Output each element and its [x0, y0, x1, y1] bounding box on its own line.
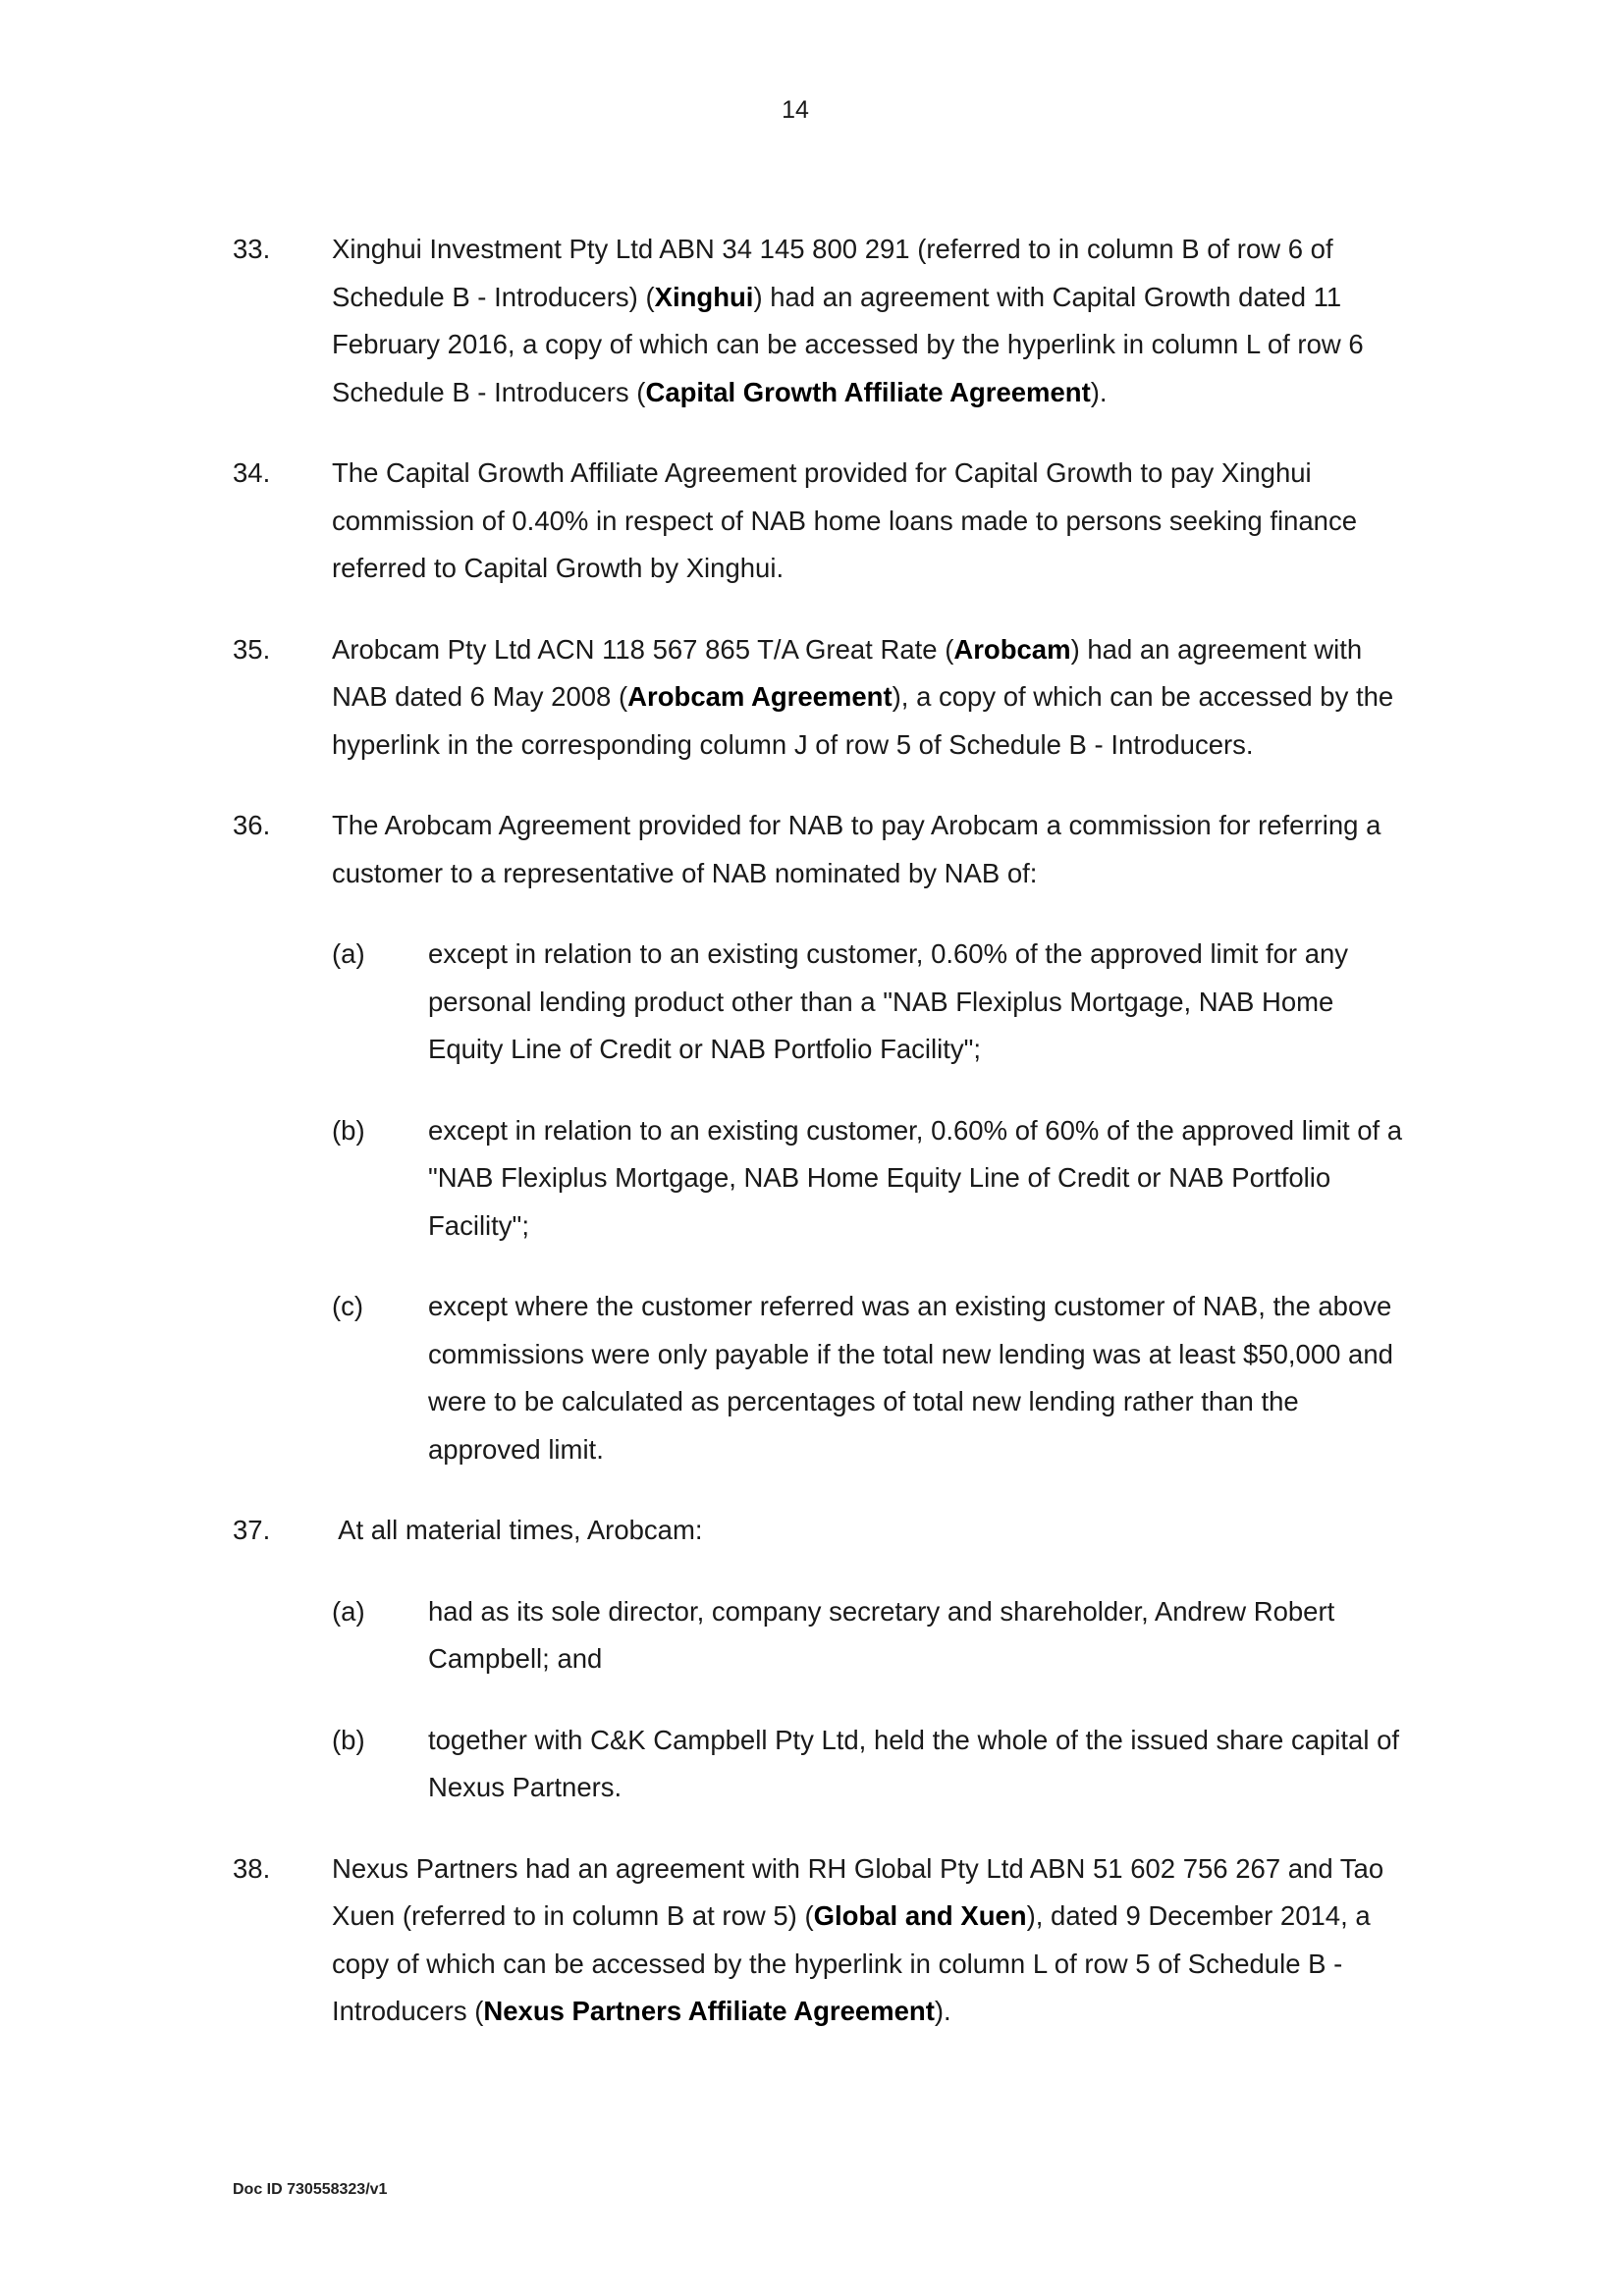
subparagraph-text: except in relation to an existing customer, 0.60% of the approved limit for any personal lending product other than a "NAB Flexiplus Mortgage, NAB Home Equity Line of Credit or NAB Portfolio Facility"; [428, 938, 1349, 1064]
paragraph-text: Xinghui Investment Pty Ltd ABN 34 145 800 291 (referred to in column B of row 6 of Schedule B - Introducers) ( [332, 234, 1333, 312]
subparagraph-36a [0, 931, 1410, 1074]
paragraph-text: The Arobcam Agreement provided for NAB to pay Arobcam a commission for referring a customer to a representative of NAB nominated by NAB of: [332, 810, 1381, 888]
defined-term: Nexus Partners Affiliate Agreement [483, 1996, 935, 2026]
defined-term: Global and Xuen [813, 1900, 1027, 1931]
paragraph-text: ). [934, 1996, 951, 2026]
paragraph-36 [0, 802, 1412, 897]
subparagraph-letter: (a) [332, 1595, 365, 1627]
subparagraph-letter: (a) [332, 938, 365, 969]
document-id-footer: Doc ID 730558323/v1 [233, 2181, 388, 2198]
subparagraph-text: except in relation to an existing customer, 0.60% of 60% of the approved limit of a "NAB Flexiplus Mortgage, NAB Home Equity Line of Credit or NAB Portfolio Facility"; [428, 1114, 1403, 1241]
paragraph-text: At all material times, Arobcam: [332, 1515, 703, 1545]
subparagraph-text: together with C&K Campbell Pty Ltd, held the whole of the issued share capital of Nexus Partners. [428, 1724, 1400, 1802]
paragraph-number: 38. [233, 1852, 271, 1884]
paragraph-text: ). [1090, 376, 1108, 407]
defined-term: Arobcam [953, 633, 1071, 665]
subparagraph-letter: (c) [332, 1291, 364, 1321]
paragraph-number: 33. [233, 234, 271, 264]
subparagraph-text: had as its sole director, company secretary and shareholder, Andrew Robert Campbell; and [428, 1595, 1335, 1674]
defined-term: Capital Growth Affiliate Agreement [645, 376, 1091, 407]
paragraph-38 [0, 1845, 1412, 2036]
subparagraph-text: except where the customer referred was an existing customer of NAB, the above commissions were only payable if the total new lending was at least $50,000 and were to be calculated as percentages of total new lending rather than the approved limit. [428, 1291, 1393, 1465]
subparagraph-37b [0, 1717, 1410, 1812]
paragraph-text: The Capital Growth Affiliate Agreement provided for Capital Growth to pay Xinghui commission of 0.40% in respect of NAB home loans made to persons seeking finance referred to Capital Growth by Xinghui. [332, 457, 1358, 583]
paragraph-text: ), dated 9 December 2014, a copy of which can be accessed by the hyperlink in column L of row 5 of Schedule B - Introducers ( [332, 1900, 1371, 2026]
paragraph-text: ) had an agreement with NAB dated 6 May 2008 ( [332, 633, 1363, 712]
paragraph-text: ), a copy of which can be accessed by the hyperlink in the corresponding column J of row 5 of Schedule B - Introducers. [332, 681, 1394, 760]
paragraph-34 [0, 450, 1412, 593]
subparagraph-letter: (b) [332, 1114, 365, 1146]
subparagraph-36c [0, 1283, 1410, 1473]
paragraph-number: 36. [233, 810, 271, 840]
page-number: 14 [782, 96, 809, 124]
paragraph-text: Nexus Partners had an agreement with RH Global Pty Ltd ABN 51 602 756 267 and Tao Xuen (referred to in column B at row 5) ( [332, 1852, 1384, 1931]
subparagraph-37a [0, 1588, 1410, 1683]
paragraph-text: Arobcam Pty Ltd ACN 118 567 865 T/A Great Rate ( [332, 633, 954, 665]
defined-term: Arobcam Agreement [627, 681, 893, 712]
subparagraph-letter: (b) [332, 1724, 365, 1755]
paragraph-35 [0, 626, 1412, 770]
defined-term: Xinghui [654, 281, 754, 312]
document-body [0, 226, 1624, 2069]
paragraph-33 [0, 226, 1412, 416]
paragraph-number: 35. [233, 633, 271, 665]
paragraph-number: 37. [233, 1515, 271, 1545]
paragraph-37 [0, 1507, 1412, 1555]
paragraph-number: 34. [233, 457, 271, 488]
paragraph-text: ) had an agreement with Capital Growth dated 11 February 2016, a copy of which can be accessed by the hyperlink in column L of row 6 Schedule B - Introducers ( [332, 281, 1364, 407]
subparagraph-36b [0, 1107, 1410, 1251]
